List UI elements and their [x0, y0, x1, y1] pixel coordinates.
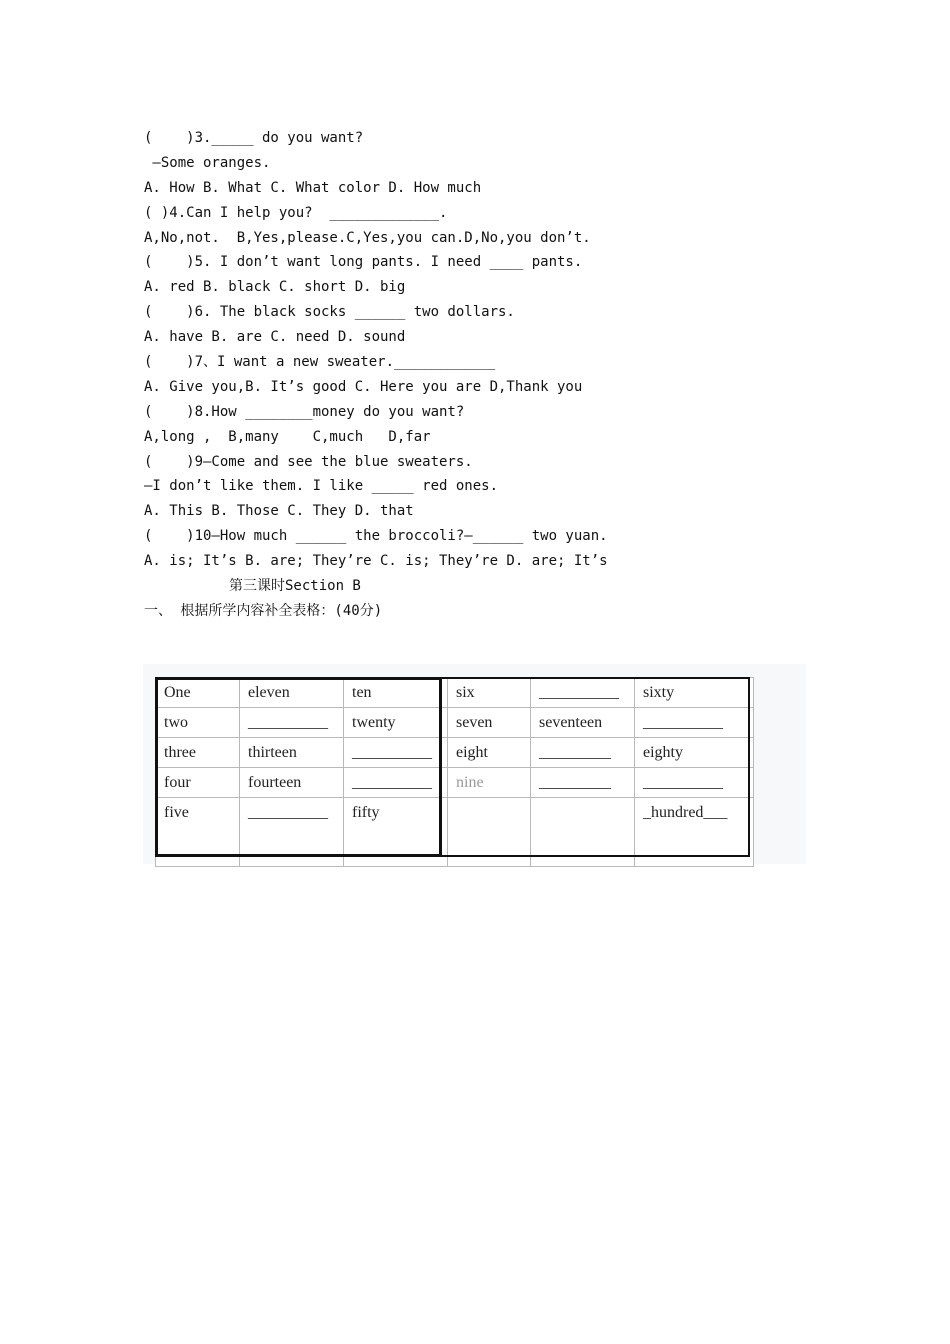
instruction-heading: 一、 根据所学内容补全表格：(40分)	[144, 602, 383, 619]
table-cell: eighty	[635, 738, 754, 768]
question-line: A. is; It’s B. are; They’re C. is; They’re D. are; It’s	[144, 553, 608, 570]
question-line: ( )8.How ________money do you want?	[144, 403, 465, 420]
question-line: ( )4.Can I help you? _____________.	[144, 204, 448, 221]
table-cell: sixty	[635, 678, 754, 708]
section-title: 第三课时Section B	[229, 578, 361, 595]
table-cell: _hundred___	[635, 798, 754, 867]
question-line: A. have B. are C. need D. sound	[144, 329, 406, 346]
table-row	[156, 708, 754, 738]
table-cell: One	[156, 678, 240, 708]
question-line: A. red B. black C. short D. big	[144, 279, 406, 296]
table-cell: __________	[240, 708, 344, 738]
question-line: —I don’t like them. I like _____ red ones.	[144, 478, 499, 495]
table-row	[156, 768, 754, 798]
table-cell: nine	[448, 768, 531, 798]
question-line: ( )6. The black socks ______ two dollars.	[144, 304, 515, 321]
question-line: —Some oranges.	[144, 154, 271, 171]
table-cell: fifty	[344, 798, 448, 867]
table-cell: seventeen	[531, 708, 635, 738]
table-cell	[448, 798, 531, 867]
table-cell: __________	[531, 678, 635, 708]
question-line: ( )10—How much ______ the broccoli?—______ two yuan.	[144, 528, 608, 545]
table-row	[156, 678, 754, 708]
table-cell: four	[156, 768, 240, 798]
question-line: A. How B. What C. What color D. How much	[144, 179, 482, 196]
question-line: A. Give you,B. It’s good C. Here you are D,Thank you	[144, 378, 583, 395]
table-cell: six	[448, 678, 531, 708]
question-line: ( )3._____ do you want?	[144, 130, 364, 146]
table-cell: five	[156, 798, 240, 867]
table-cell: _________	[531, 738, 635, 768]
question-line: A,No,not. B,Yes,please.C,Yes,you can.D,No,you don’t.	[144, 229, 591, 246]
table-cell: eight	[448, 738, 531, 768]
table-row	[156, 798, 754, 867]
table-cell: __________	[635, 768, 754, 798]
table-cell: three	[156, 738, 240, 768]
table-cell: __________	[344, 768, 448, 798]
question-line: ( )5. I don’t want long pants. I need ____ pants.	[144, 254, 583, 271]
question-line: A. This B. Those C. They D. that	[144, 503, 414, 520]
number-table-image	[143, 664, 806, 864]
table-row	[156, 738, 754, 768]
table-cell	[531, 798, 635, 867]
table-cell: __________	[635, 708, 754, 738]
table-cell: two	[156, 708, 240, 738]
table-cell: twenty	[344, 708, 448, 738]
table-cell: __________	[344, 738, 448, 768]
table-cell: fourteen	[240, 768, 344, 798]
question-line: ( )9—Come and see the blue sweaters.	[144, 453, 473, 470]
question-line: ( )7、I want a new sweater.____________	[144, 354, 496, 371]
table-cell: thirteen	[240, 738, 344, 768]
number-table	[155, 677, 754, 867]
table-cell: ten	[344, 678, 448, 708]
question-line: A,long , B,many C,much D,far	[144, 428, 431, 445]
table-cell: eleven	[240, 678, 344, 708]
question-list	[144, 126, 844, 624]
table-cell: seven	[448, 708, 531, 738]
table-cell: _________	[531, 768, 635, 798]
table-cell: __________	[240, 798, 344, 867]
